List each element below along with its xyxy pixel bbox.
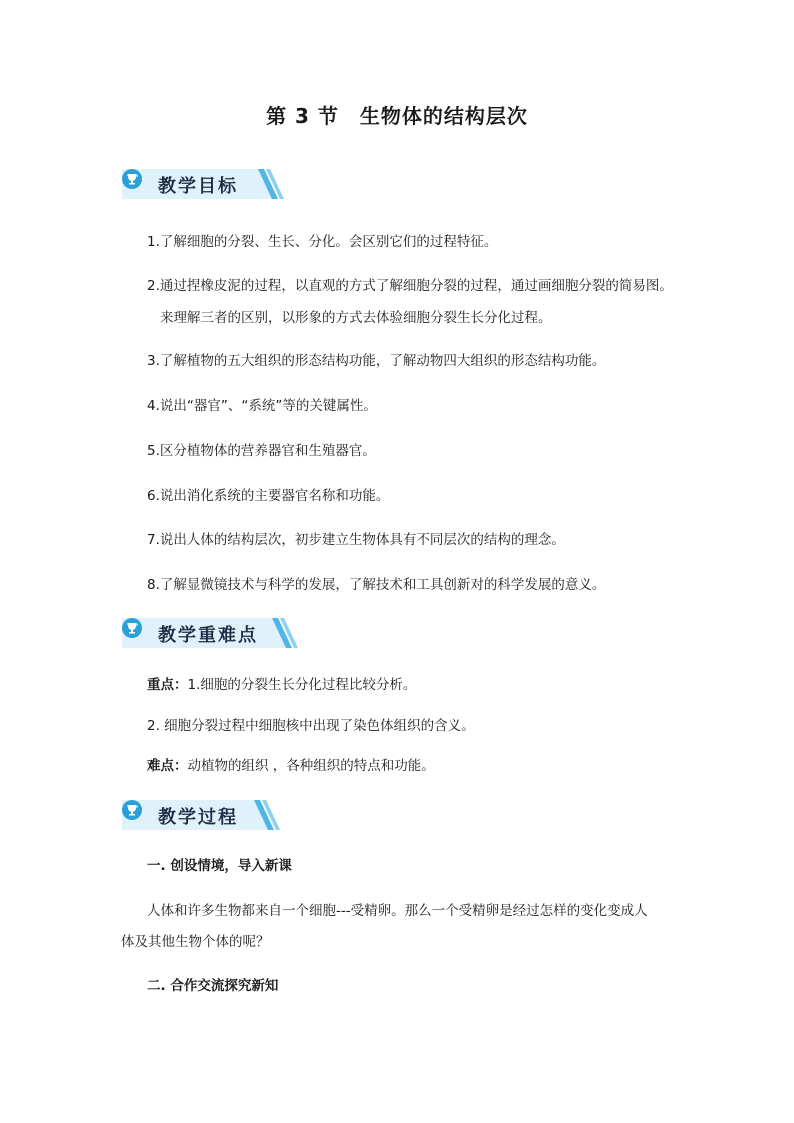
difficult-point-text: 动植物的组织 ，各种组织的特点和功能。 (187, 758, 435, 774)
key-point-2: 2. 细胞分裂过程中细胞核中出现了染色体组织的含义。 (147, 718, 475, 734)
trophy-icon (122, 169, 142, 189)
objective-2: 2.通过捏橡皮泥的过程，以直观的方式了解细胞分裂的过程，通过画细胞分裂的简易图。 (147, 278, 673, 294)
difficult-point (147, 756, 435, 776)
trophy-icon (122, 618, 142, 638)
objective-6: 6.说出消化系统的主要器官名称和功能。 (147, 488, 390, 504)
key-label: 重点： (147, 677, 188, 693)
key-point-1 (147, 675, 416, 695)
objective-5: 5.区分植物体的营养器官和生殖器官。 (147, 443, 376, 459)
difficult-label: 难点： (147, 758, 188, 774)
section-banner-key-points (122, 618, 292, 648)
objective-2-cont: 来理解三者的区别，以形象的方式去体验细胞分裂生长分化过程。 (160, 310, 552, 326)
process-step-2-heading: 二. 合作交流探究新知 (147, 978, 279, 994)
section-title-objectives: 教学目标 (158, 176, 238, 197)
process-step-1-para-line2: 体及其他生物个体的呢？ (121, 934, 270, 950)
process-step-1-heading: 一. 创设情境，导入新课 (147, 858, 292, 874)
section-banner-process (122, 800, 292, 830)
key-point-1-text: 1.细胞的分裂生长分化过程比较分析。 (187, 677, 417, 693)
objective-7: 7.说出人体的结构层次，初步建立生物体具有不同层次的结构的理念。 (147, 532, 565, 548)
objective-3: 3.了解植物的五大组织的形态结构功能，了解动物四大组织的形态结构功能。 (147, 353, 606, 369)
objective-4: 4.说出“器官”、“系统”等的关键属性。 (147, 398, 377, 414)
section-title-process: 教学过程 (158, 807, 238, 828)
process-step-1-para-line1: 人体和许多生物都来自一个细胞---受精卵。那么一个受精卵是经过怎样的变化变成人 (147, 903, 648, 919)
objective-8: 8.了解显微镜技术与科学的发展，了解技术和工具创新对的科学发展的意义。 (147, 577, 606, 593)
section-banner-objectives (122, 169, 292, 199)
section-title-key-points: 教学重难点 (158, 625, 258, 646)
page-title: 第 3 节 生物体的结构层次 (266, 104, 528, 128)
trophy-icon (122, 800, 142, 820)
objective-1: 1.了解细胞的分裂、生长、分化。会区别它们的过程特征。 (147, 234, 498, 250)
